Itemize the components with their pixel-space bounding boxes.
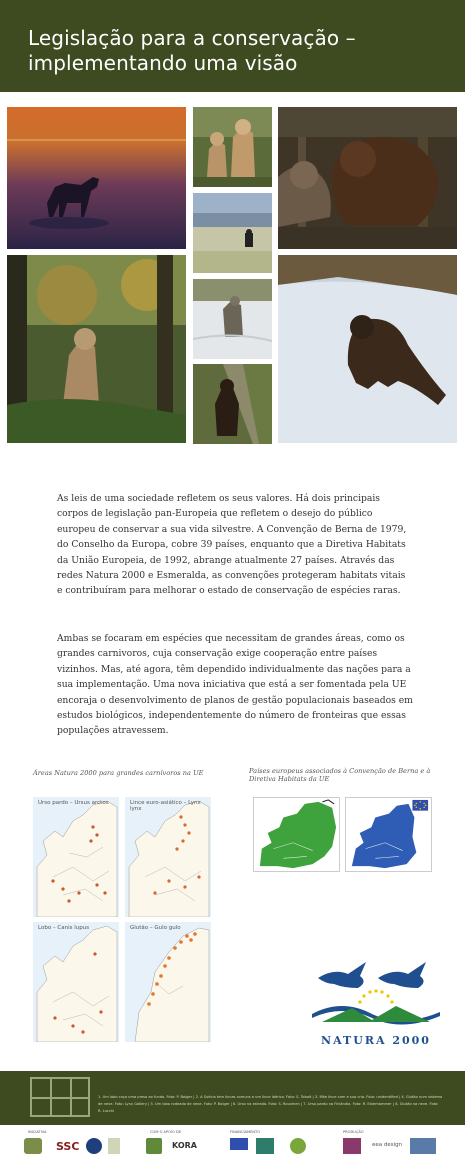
- kora-logo: KORA: [172, 1141, 197, 1150]
- funding-logo-3: [290, 1138, 306, 1154]
- photo-credits: 1. Um lobo caça uma presa ao fundo. Foto: P. Bolger | 2. A Suécia tem lincas comuns e um lince ibérico. Foto: S. Tobolt | 3. Mãe lince com a sua cria. Foto: unidentified | 4. Glutão num sistema de neve. Foto: Lynx Gallery | 5. Um lobo rodeado de neve. Foto: P. Bolger | 6. Urso na estrada. Foto: S. Rouvinen | 7. Urso pardo na Finlândia. Foto: R. Esterhammer | 8. Glutão na neve. Foto: R. Lucchi: [98, 1095, 443, 1114]
- eea-design-logo: eea design: [372, 1142, 403, 1148]
- photo-wolf-in-field: [193, 193, 272, 273]
- photo-brown-bears: [278, 107, 457, 249]
- production-logo-3: [410, 1138, 436, 1154]
- ssc-logo: SSC: [56, 1140, 80, 1153]
- map-bern-convention: [253, 797, 340, 872]
- photo-lynx-in-forest: [7, 255, 186, 443]
- map-label-wolf: Lobo – Canis lupus: [38, 925, 90, 931]
- map-wolf: [33, 922, 119, 1042]
- logo-group-label-production: PRODUÇÃO: [343, 1130, 364, 1134]
- title-line-2: implementando uma visão: [28, 51, 298, 75]
- title-line-1: Legislação para a conservação –: [28, 26, 356, 50]
- photo-wolverine-on-snow: [278, 255, 457, 443]
- logo-group-label-funding: FINANCIAMENTO: [230, 1130, 261, 1134]
- partner-logo-small: [108, 1138, 120, 1154]
- map-lynx: [125, 797, 211, 917]
- photo-credits-key: [30, 1077, 90, 1117]
- map-label-brown-bear: Urso pardo – Ursus arctos: [38, 800, 109, 806]
- production-logo-1: [343, 1138, 361, 1154]
- iucn-logo: [86, 1138, 102, 1154]
- map-label-lynx: Lince euro-asiático – Lynx lynx: [130, 800, 201, 812]
- photo-wolf-at-dusk: [7, 107, 186, 249]
- photo-wolf-in-snow: [193, 279, 272, 359]
- body-paragraph-2: Ambas se focaram em espécies que necessitam de grandes áreas, como os grandes carnivoros, cuja conservação exige cooperação entre países vizinhos. Mas, até agora, têm dependido individualmente das nações para a sua implementação. Uma nova iniciativa que está a ser fomentada pela UE encoraja o desenvolvimento de planos de gestão populacionais baseados em estudos biológicos, independentemente do número de fronteiras que essas populações atravessem.: [57, 633, 413, 737]
- map-wolverine: [125, 922, 211, 1042]
- body-paragraph-1: As leis de uma sociedade refletem os seus valores. Há dois principais corpos de legislação pan-Europeia que refletem o desejo do público europeu de conservar a sua vida silvestre. A Convenção de Berna de 1979, do Conselho da Europa, cobre 39 países, enquanto que a Diretiva Habitats da União Europeia, de 1992, abrange atualmente 27 países. Através das redes Natura 2000 e Esmeralda, as convenções protegeram habitats vitais e contribuíram para melhorar o estado de conservação de espécies raras.: [57, 493, 407, 597]
- page-title: [28, 26, 356, 76]
- funding-logo-2: [256, 1138, 274, 1154]
- natura-2000-wordmark: NATURA 2000: [321, 1034, 431, 1047]
- map-brown-bear: [33, 797, 119, 917]
- support-logo: [146, 1138, 162, 1154]
- logo-group-label-initiative: INICIATIVA: [28, 1130, 47, 1134]
- photo-bear-on-road: [193, 364, 272, 444]
- partner-logos: [0, 1128, 465, 1163]
- map-habitats-directive: [345, 797, 432, 872]
- map-label-wolverine: Glutão – Gulo gulo: [130, 925, 181, 931]
- logo-group-label-support: COM O APOIO DE: [150, 1130, 182, 1134]
- natura-maps-caption: Áreas Natura 2000 para grandes carnívoros na UE: [33, 769, 204, 777]
- eu-flag-logo: [230, 1138, 248, 1150]
- bern-maps-caption: Países europeus associados à Convenção de Berna e à Diretiva Habitats da UE: [249, 767, 431, 783]
- photo-lynx-pair: [193, 107, 272, 187]
- lcie-logo: [24, 1138, 42, 1154]
